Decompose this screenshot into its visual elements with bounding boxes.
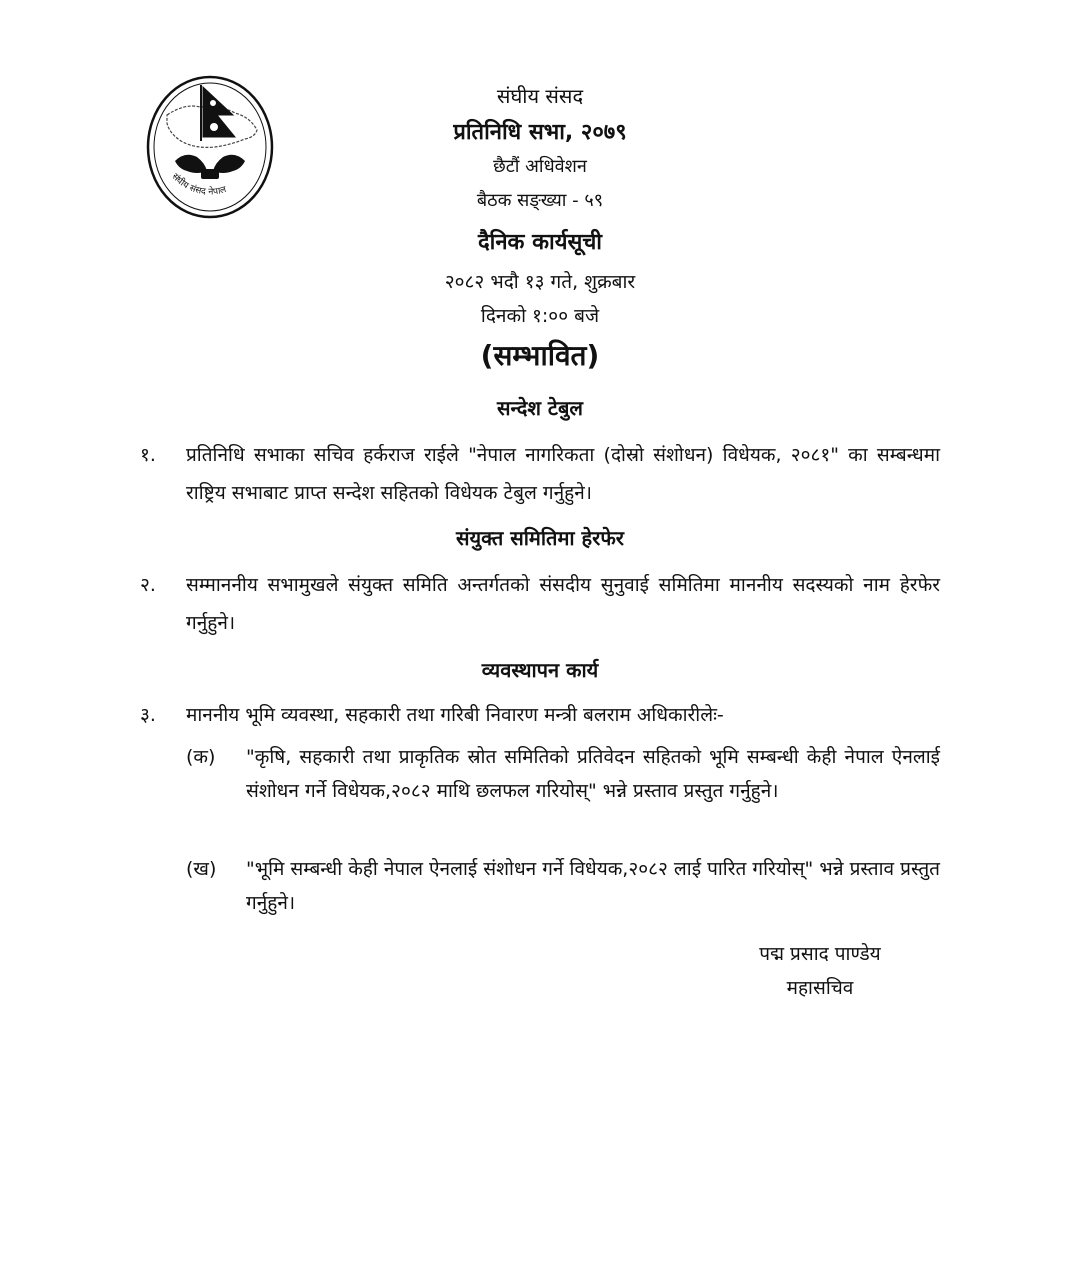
item-number: २. [140,574,156,596]
session-label: छैटौं अधिवेशन [493,156,587,177]
meeting-time: दिनको १:०० बजे [480,305,600,327]
item-text: सम्माननीय सभामुखले संयुक्त समिति अन्तर्गतको संसदीय सुनुवाई समितिमा माननीय सदस्यको नाम हेरफेर गर्नुहुने। [186,574,940,634]
subitem-text: "कृषि, सहकारी तथा प्राकृतिक स्रोत समितिको प्रतिवेदन सहितको भूमि सम्बन्धी केही नेपाल ऐनलाई संशोधन गर्ने विधेयक,२०८२ माथि छलफल गरियोस्" भन्ने प्रस्ताव प्रस्तुत गर्नुहुने। [246,746,940,802]
agenda-item-3 [140,696,940,734]
svg-text:संघीय संसद नेपाल [170,171,229,197]
signatory-title: महासचिव [786,977,854,999]
item-text: माननीय भूमि व्यवस्था, सहकारी तथा गरिबी निवारण मन्त्री बलराम अधिकारीलेः- [186,704,724,726]
agenda-title: दैनिक कार्यसूची [477,230,603,255]
item-number: १. [140,444,156,466]
section-heading-message-table: सन्देश टेबुल [497,396,583,420]
agenda-subitem-ka [186,740,940,808]
organization-name: संघीय संसद [496,84,584,108]
section-heading-legislative-business: व्यवस्थापन कार्य [481,658,599,682]
meeting-date: २०८२ भदौ १३ गते, शुक्रबार [444,271,636,293]
item-text: प्रतिनिधि सभाका सचिव हर्कराज राईले "नेपाल नागरिकता (दोस्रो संशोधन) विधेयक, २०८१" का सम्बन्धमा राष्ट्रिय सभाबाट प्राप्त सन्देश सहितको विधेयक टेबुल गर्नुहुने। [186,444,940,504]
emblem-ring-text: संघीय संसद नेपाल [169,171,228,198]
agenda-subitem-kha [186,852,940,920]
signatory-name: पद्म प्रसाद पाण्डेय [759,943,881,965]
subitem-text: "भूमि सम्बन्धी केही नेपाल ऐनलाई संशोधन गर्ने विधेयक,२०८२ लाई पारित गरियोस्" भन्ने प्रस्ताव प्रस्तुत गर्नुहुने। [246,858,940,914]
sitting-number: बैठक सङ्ख्या - ५९ [476,190,604,211]
subitem-mark: (क) [186,746,216,768]
parliament-emblem-icon [145,75,275,225]
house-name: प्रतिनिधि सभा, २०७९ [453,120,627,145]
agenda-item-2 [140,566,940,642]
tentative-status: (सम्भावित) [480,339,600,372]
section-heading-joint-committee: संयुक्त समितिमा हेरफेर [456,526,624,550]
subitem-mark: (ख) [186,858,217,880]
item-number: ३. [140,704,156,726]
agenda-item-1 [140,436,940,512]
